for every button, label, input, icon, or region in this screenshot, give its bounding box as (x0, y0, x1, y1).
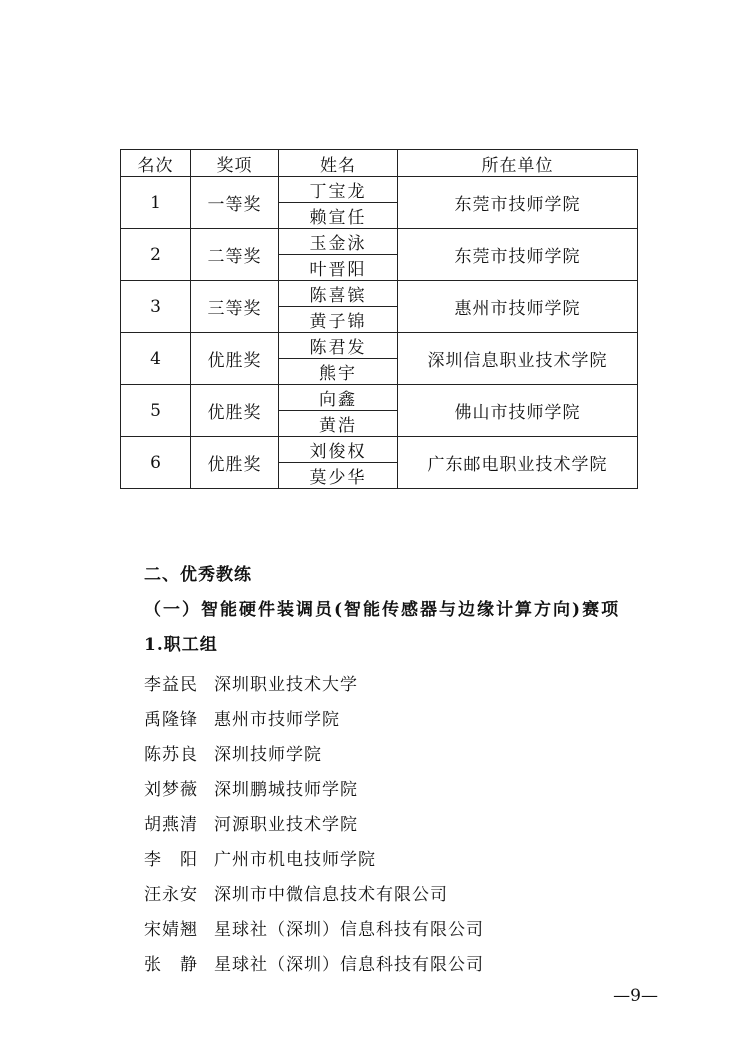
coach-unit: 深圳市中微信息技术有限公司 (214, 885, 448, 905)
list-item (144, 875, 484, 910)
header-prize: 奖项 (191, 150, 279, 177)
coach-name: 张 静 (144, 955, 198, 975)
name-cell: 刘俊权 (279, 437, 398, 463)
name-cell: 玉金泳 (279, 229, 398, 255)
rank-cell: 1 (121, 177, 191, 229)
coach-unit: 惠州市技师学院 (214, 710, 340, 730)
name-cell: 黄浩 (279, 411, 398, 437)
name-cell: 陈君发 (279, 333, 398, 359)
coach-unit: 广州市机电技师学院 (214, 850, 376, 870)
unit-cell: 广东邮电职业技术学院 (398, 437, 638, 489)
list-item (144, 945, 484, 980)
prize-cell: 优胜奖 (191, 437, 279, 489)
coach-name: 刘梦薇 (144, 780, 198, 800)
coach-name: 胡燕清 (144, 815, 198, 835)
unit-cell: 东莞市技师学院 (398, 177, 638, 229)
name-cell: 叶晋阳 (279, 255, 398, 281)
name-cell: 熊宇 (279, 359, 398, 385)
prize-cell: 优胜奖 (191, 333, 279, 385)
unit-cell: 惠州市技师学院 (398, 281, 638, 333)
table-row (121, 229, 638, 255)
list-item (144, 805, 484, 840)
awards-table-body (121, 177, 638, 489)
coach-name: 宋婧翘 (144, 920, 198, 940)
coach-unit: 深圳职业技术大学 (214, 675, 358, 695)
table-row (121, 385, 638, 411)
list-item (144, 665, 484, 700)
coach-unit: 深圳技师学院 (214, 745, 322, 765)
unit-cell: 深圳信息职业技术学院 (398, 333, 638, 385)
list-item (144, 840, 484, 875)
coach-name: 陈苏良 (144, 745, 198, 765)
list-item (144, 770, 484, 805)
rank-cell: 4 (121, 333, 191, 385)
coach-name: 李 阳 (144, 850, 198, 870)
name-cell: 向鑫 (279, 385, 398, 411)
name-cell: 丁宝龙 (279, 177, 398, 203)
header-name: 姓名 (279, 150, 398, 177)
coach-unit: 深圳鹏城技师学院 (214, 780, 358, 800)
section-subheading: （一）智能硬件装调员(智能传感器与边缘计算方向)赛项 (144, 600, 621, 620)
coach-list (144, 665, 484, 980)
prize-cell: 三等奖 (191, 281, 279, 333)
name-cell: 黄子锦 (279, 307, 398, 333)
table-row (121, 281, 638, 307)
prize-cell: 一等奖 (191, 177, 279, 229)
coach-name: 禹隆锋 (144, 710, 198, 730)
group-label: 1.职工组 (144, 635, 218, 655)
coach-unit: 河源职业技术学院 (214, 815, 358, 835)
awards-table (120, 149, 638, 489)
name-cell: 莫少华 (279, 463, 398, 489)
coach-unit: 星球社（深圳）信息科技有限公司 (214, 920, 484, 940)
page-number: —9— (613, 986, 658, 1006)
unit-cell: 东莞市技师学院 (398, 229, 638, 281)
header-rank: 名次 (121, 150, 191, 177)
coach-name: 李益民 (144, 675, 198, 695)
rank-cell: 6 (121, 437, 191, 489)
rank-cell: 3 (121, 281, 191, 333)
coach-unit: 星球社（深圳）信息科技有限公司 (214, 955, 484, 975)
prize-cell: 二等奖 (191, 229, 279, 281)
name-cell: 陈喜镔 (279, 281, 398, 307)
header-unit: 所在单位 (398, 150, 638, 177)
list-item (144, 910, 484, 945)
table-header-row (121, 150, 638, 177)
section-heading: 二、优秀教练 (144, 565, 252, 585)
list-item (144, 700, 484, 735)
rank-cell: 2 (121, 229, 191, 281)
list-item (144, 735, 484, 770)
rank-cell: 5 (121, 385, 191, 437)
name-cell: 赖宣任 (279, 203, 398, 229)
prize-cell: 优胜奖 (191, 385, 279, 437)
unit-cell: 佛山市技师学院 (398, 385, 638, 437)
table-row (121, 333, 638, 359)
table-row (121, 177, 638, 203)
table-row (121, 437, 638, 463)
coach-name: 汪永安 (144, 885, 198, 905)
